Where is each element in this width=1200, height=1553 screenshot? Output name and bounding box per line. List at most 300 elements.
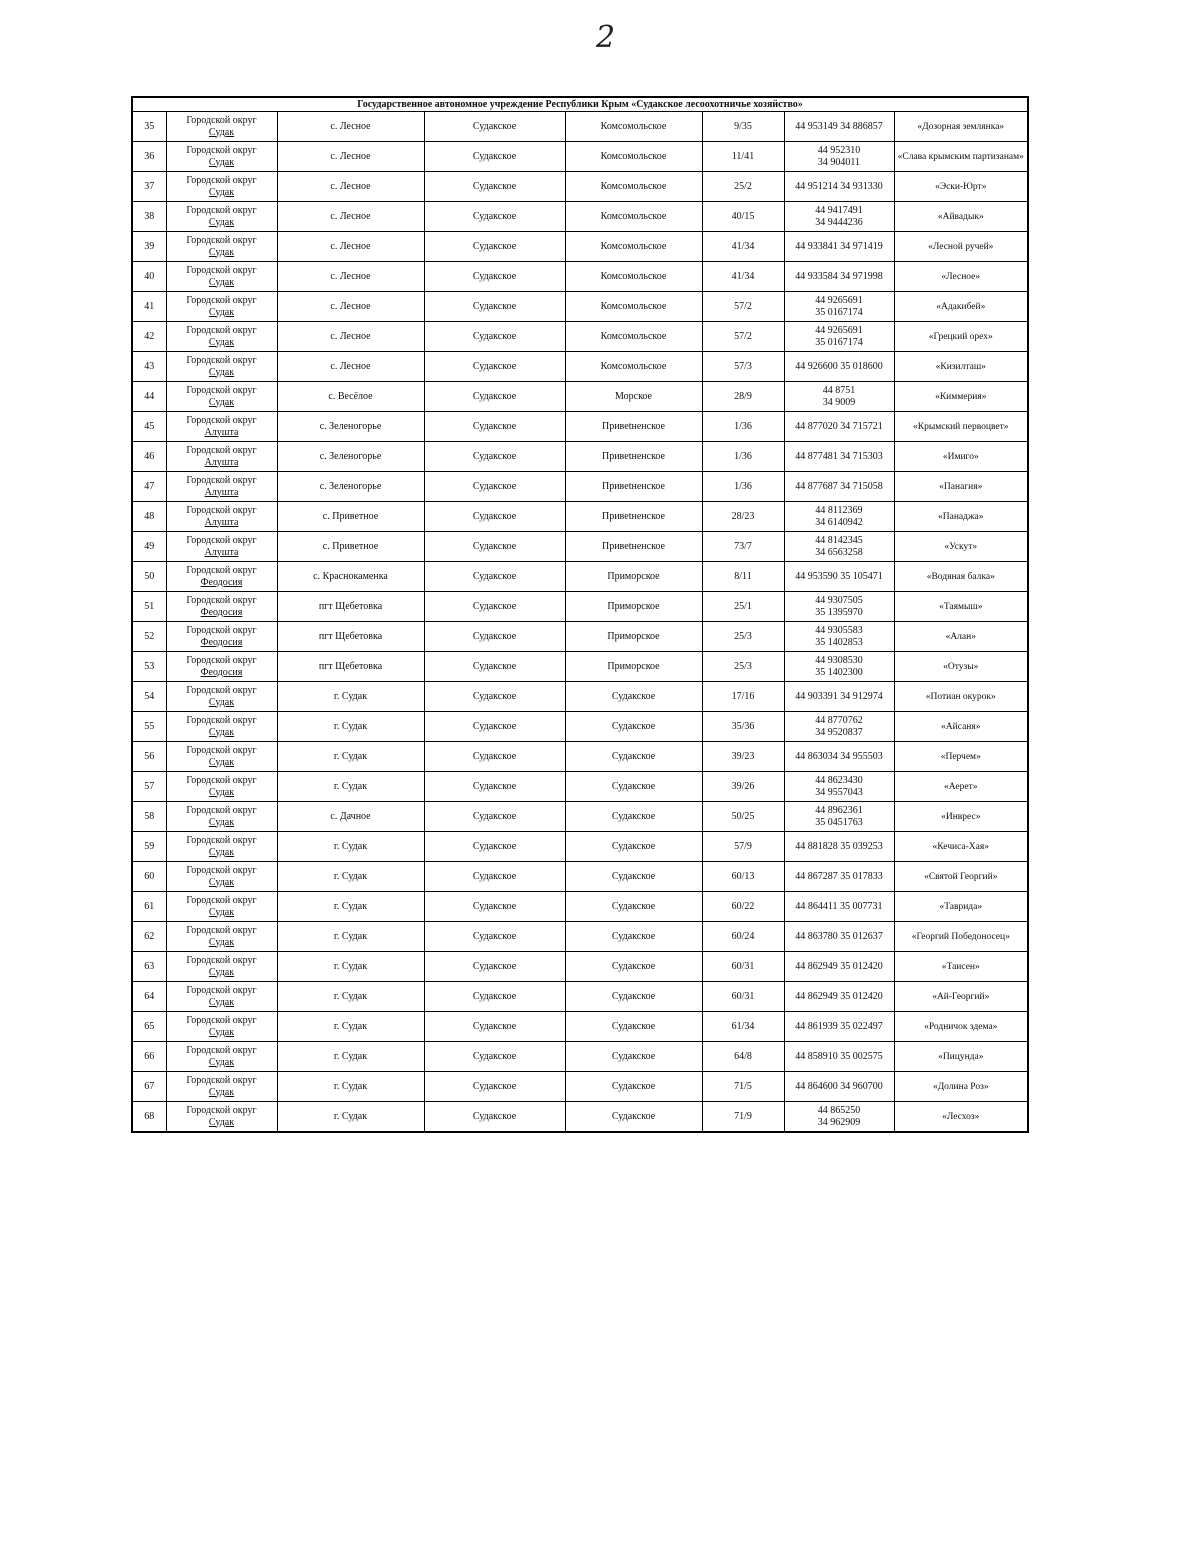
table-row bbox=[132, 622, 1028, 652]
row-settlement: г. Судак bbox=[277, 982, 424, 1012]
table-row bbox=[132, 802, 1028, 832]
row-coordinates-line: 44 861939 35 022497 bbox=[795, 1020, 883, 1032]
row-name: «Родничок здема» bbox=[894, 1012, 1028, 1042]
row-okrug-line: Городской округ bbox=[186, 204, 257, 216]
table-row bbox=[132, 772, 1028, 802]
row-settlement: г. Судак bbox=[277, 712, 424, 742]
table-title: Государственное автономное учреждение Республики Крым «Судакское лесоохотничье хозяйство» bbox=[132, 97, 1028, 112]
row-forestry: Судакское bbox=[424, 772, 565, 802]
row-settlement: с. Лесное bbox=[277, 202, 424, 232]
row-number: 64 bbox=[132, 982, 166, 1012]
row-coordinates bbox=[784, 952, 894, 982]
row-okrug-line: Городской округ bbox=[186, 954, 257, 966]
row-district: Судакское bbox=[565, 982, 702, 1012]
row-okrug-line: Городской округ bbox=[186, 564, 257, 576]
row-quarter: 64/8 bbox=[702, 1042, 784, 1072]
row-okrug bbox=[166, 1072, 277, 1102]
row-quarter: 11/41 bbox=[702, 142, 784, 172]
row-forestry: Судакское bbox=[424, 292, 565, 322]
table-row bbox=[132, 952, 1028, 982]
row-okrug bbox=[166, 202, 277, 232]
row-coordinates-line: 44 858910 35 002575 bbox=[795, 1050, 883, 1062]
row-quarter: 39/26 bbox=[702, 772, 784, 802]
row-okrug-line: Феодосия bbox=[200, 636, 243, 648]
row-okrug-line: Городской округ bbox=[186, 444, 257, 456]
row-coordinates-line: 44 8623430 bbox=[815, 774, 863, 786]
row-settlement: г. Судак bbox=[277, 1072, 424, 1102]
row-okrug-line: Городской округ bbox=[186, 924, 257, 936]
row-name: «Алан» bbox=[894, 622, 1028, 652]
row-district: Судакское bbox=[565, 952, 702, 982]
table-row bbox=[132, 712, 1028, 742]
row-okrug-line: Алушта bbox=[204, 426, 239, 438]
row-quarter: 61/34 bbox=[702, 1012, 784, 1042]
row-settlement: с. Лесное bbox=[277, 292, 424, 322]
row-name: «Таямыш» bbox=[894, 592, 1028, 622]
row-name: «Грецкий орех» bbox=[894, 322, 1028, 352]
row-quarter: 57/3 bbox=[702, 352, 784, 382]
row-coordinates bbox=[784, 382, 894, 412]
row-quarter: 57/2 bbox=[702, 322, 784, 352]
row-okrug-line: Городской округ bbox=[186, 654, 257, 666]
row-settlement: г. Судак bbox=[277, 1102, 424, 1133]
registry-table bbox=[131, 96, 1029, 1133]
row-name: «Лесное» bbox=[894, 262, 1028, 292]
row-forestry: Судакское bbox=[424, 1012, 565, 1042]
row-coordinates-line: 34 9444236 bbox=[815, 216, 863, 228]
row-okrug-line: Судак bbox=[208, 1056, 235, 1068]
row-quarter: 39/23 bbox=[702, 742, 784, 772]
row-quarter: 28/9 bbox=[702, 382, 784, 412]
row-name: «Айсаня» bbox=[894, 712, 1028, 742]
row-number: 63 bbox=[132, 952, 166, 982]
row-number: 56 bbox=[132, 742, 166, 772]
row-number: 36 bbox=[132, 142, 166, 172]
row-district: Комсомольское bbox=[565, 322, 702, 352]
row-coordinates bbox=[784, 742, 894, 772]
row-name: «Долина Роз» bbox=[894, 1072, 1028, 1102]
row-okrug bbox=[166, 862, 277, 892]
row-coordinates-line: 35 1402853 bbox=[815, 636, 863, 648]
row-number: 67 bbox=[132, 1072, 166, 1102]
row-coordinates-line: 44 8112369 bbox=[815, 504, 863, 516]
table-row bbox=[132, 262, 1028, 292]
row-coordinates-line: 34 9009 bbox=[822, 396, 856, 408]
row-number: 43 bbox=[132, 352, 166, 382]
table-row bbox=[132, 982, 1028, 1012]
row-okrug bbox=[166, 412, 277, 442]
row-coordinates bbox=[784, 352, 894, 382]
row-forestry: Судакское bbox=[424, 112, 565, 142]
row-coordinates bbox=[784, 652, 894, 682]
row-settlement: с. Зеленогорье bbox=[277, 442, 424, 472]
row-name: «Отузы» bbox=[894, 652, 1028, 682]
row-okrug-line: Судак bbox=[208, 996, 235, 1008]
row-number: 49 bbox=[132, 532, 166, 562]
table-row bbox=[132, 322, 1028, 352]
row-coordinates bbox=[784, 292, 894, 322]
row-quarter: 41/34 bbox=[702, 232, 784, 262]
table-row bbox=[132, 562, 1028, 592]
row-coordinates-line: 44 862949 35 012420 bbox=[795, 990, 883, 1002]
row-forestry: Судакское bbox=[424, 472, 565, 502]
row-coordinates-line: 44 864600 34 960700 bbox=[795, 1080, 883, 1092]
row-name: «Инврес» bbox=[894, 802, 1028, 832]
row-forestry: Судакское bbox=[424, 532, 565, 562]
row-coordinates bbox=[784, 442, 894, 472]
row-forestry: Судакское bbox=[424, 1102, 565, 1133]
row-okrug bbox=[166, 382, 277, 412]
row-forestry: Судакское bbox=[424, 832, 565, 862]
row-forestry: Судакское bbox=[424, 982, 565, 1012]
row-okrug-line: Судак bbox=[208, 786, 235, 798]
row-number: 54 bbox=[132, 682, 166, 712]
table-row bbox=[132, 652, 1028, 682]
row-okrug-line: Судак bbox=[208, 366, 235, 378]
row-quarter: 40/15 bbox=[702, 202, 784, 232]
row-settlement: г. Судак bbox=[277, 892, 424, 922]
row-district: Комсомольское bbox=[565, 112, 702, 142]
table-row bbox=[132, 202, 1028, 232]
row-forestry: Судакское bbox=[424, 892, 565, 922]
row-district: Судакское bbox=[565, 772, 702, 802]
row-coordinates bbox=[784, 562, 894, 592]
row-coordinates-line: 44 951214 34 931330 bbox=[795, 180, 883, 192]
row-coordinates-line: 44 952310 bbox=[817, 144, 861, 156]
table-row bbox=[132, 532, 1028, 562]
row-quarter: 57/2 bbox=[702, 292, 784, 322]
row-district: Привetненское bbox=[565, 412, 702, 442]
row-district: Комсомольское bbox=[565, 232, 702, 262]
row-okrug-line: Городской округ bbox=[186, 684, 257, 696]
row-coordinates bbox=[784, 142, 894, 172]
row-quarter: 1/36 bbox=[702, 412, 784, 442]
row-coordinates-line: 44 864411 35 007731 bbox=[795, 900, 883, 912]
table-row bbox=[132, 232, 1028, 262]
row-district: Привetненское bbox=[565, 502, 702, 532]
row-number: 38 bbox=[132, 202, 166, 232]
row-okrug-line: Городской округ bbox=[186, 1104, 257, 1116]
row-coordinates bbox=[784, 682, 894, 712]
row-district: Привetненское bbox=[565, 442, 702, 472]
row-quarter: 17/16 bbox=[702, 682, 784, 712]
row-okrug-line: Судак bbox=[208, 1116, 235, 1128]
row-coordinates-line: 44 877687 34 715058 bbox=[795, 480, 883, 492]
row-okrug-line: Алушта bbox=[204, 516, 239, 528]
row-district: Приморское bbox=[565, 562, 702, 592]
table-row bbox=[132, 922, 1028, 952]
row-forestry: Судакское bbox=[424, 562, 565, 592]
row-settlement: с. Весёлое bbox=[277, 382, 424, 412]
row-forestry: Судакское bbox=[424, 202, 565, 232]
row-number: 48 bbox=[132, 502, 166, 532]
row-okrug-line: Алушта bbox=[204, 486, 239, 498]
row-okrug-line: Судак bbox=[208, 246, 235, 258]
row-quarter: 57/9 bbox=[702, 832, 784, 862]
row-name: «Лесхоз» bbox=[894, 1102, 1028, 1133]
row-name: «Ай-Георгий» bbox=[894, 982, 1028, 1012]
row-coordinates-line: 44 877481 34 715303 bbox=[795, 450, 883, 462]
row-number: 42 bbox=[132, 322, 166, 352]
row-okrug-line: Судак bbox=[208, 126, 235, 138]
row-okrug-line: Городской округ bbox=[186, 234, 257, 246]
row-okrug-line: Феодосия bbox=[200, 576, 243, 588]
row-number: 53 bbox=[132, 652, 166, 682]
row-coordinates bbox=[784, 1072, 894, 1102]
row-okrug bbox=[166, 592, 277, 622]
row-forestry: Судакское bbox=[424, 622, 565, 652]
row-forestry: Судакское bbox=[424, 1072, 565, 1102]
row-coordinates-line: 44 867287 35 017833 bbox=[795, 870, 883, 882]
row-okrug bbox=[166, 1012, 277, 1042]
row-settlement: пгт Щебетовка bbox=[277, 652, 424, 682]
row-number: 66 bbox=[132, 1042, 166, 1072]
row-name: «Слава крымским партизанам» bbox=[894, 142, 1028, 172]
row-coordinates-line: 34 6140942 bbox=[815, 516, 863, 528]
row-number: 35 bbox=[132, 112, 166, 142]
row-forestry: Судакское bbox=[424, 142, 565, 172]
row-forestry: Судакское bbox=[424, 922, 565, 952]
row-name: «Потиан окурок» bbox=[894, 682, 1028, 712]
table-row bbox=[132, 742, 1028, 772]
row-number: 60 bbox=[132, 862, 166, 892]
row-coordinates bbox=[784, 712, 894, 742]
row-okrug-line: Городской округ bbox=[186, 114, 257, 126]
table-row bbox=[132, 592, 1028, 622]
row-okrug bbox=[166, 532, 277, 562]
row-settlement: г. Судак bbox=[277, 742, 424, 772]
row-name: «Айвадык» bbox=[894, 202, 1028, 232]
row-okrug bbox=[166, 682, 277, 712]
row-coordinates bbox=[784, 412, 894, 442]
row-district: Судакское bbox=[565, 802, 702, 832]
row-okrug-line: Городской округ bbox=[186, 1044, 257, 1056]
row-number: 47 bbox=[132, 472, 166, 502]
row-quarter: 35/36 bbox=[702, 712, 784, 742]
row-okrug bbox=[166, 262, 277, 292]
row-name: «Кизилташ» bbox=[894, 352, 1028, 382]
row-okrug bbox=[166, 142, 277, 172]
row-okrug bbox=[166, 892, 277, 922]
table-row bbox=[132, 472, 1028, 502]
row-district: Судакское bbox=[565, 712, 702, 742]
row-settlement: с. Приветное bbox=[277, 502, 424, 532]
row-okrug-line: Алушта bbox=[204, 456, 239, 468]
row-number: 44 bbox=[132, 382, 166, 412]
row-number: 41 bbox=[132, 292, 166, 322]
row-okrug bbox=[166, 1102, 277, 1133]
row-okrug-line: Городской округ bbox=[186, 774, 257, 786]
row-name: «Киммерия» bbox=[894, 382, 1028, 412]
row-number: 40 bbox=[132, 262, 166, 292]
row-forestry: Судакское bbox=[424, 502, 565, 532]
row-number: 68 bbox=[132, 1102, 166, 1133]
row-number: 65 bbox=[132, 1012, 166, 1042]
row-okrug bbox=[166, 352, 277, 382]
row-okrug-line: Судак bbox=[208, 816, 235, 828]
table-row bbox=[132, 1072, 1028, 1102]
row-forestry: Судакское bbox=[424, 952, 565, 982]
row-forestry: Судакское bbox=[424, 1042, 565, 1072]
row-okrug-line: Городской округ bbox=[186, 324, 257, 336]
row-coordinates-line: 44 9305583 bbox=[815, 624, 863, 636]
row-coordinates-line: 44 9307505 bbox=[815, 594, 863, 606]
table-row bbox=[132, 442, 1028, 472]
table-row bbox=[132, 142, 1028, 172]
row-coordinates bbox=[784, 232, 894, 262]
row-okrug bbox=[166, 1042, 277, 1072]
row-number: 55 bbox=[132, 712, 166, 742]
row-district: Комсомольское bbox=[565, 142, 702, 172]
row-coordinates-line: 44 865250 bbox=[817, 1104, 861, 1116]
row-coordinates bbox=[784, 982, 894, 1012]
row-okrug bbox=[166, 562, 277, 592]
row-okrug bbox=[166, 292, 277, 322]
row-forestry: Судакское bbox=[424, 172, 565, 202]
row-name: «Панагия» bbox=[894, 472, 1028, 502]
row-settlement: с. Лесное bbox=[277, 142, 424, 172]
row-okrug-line: Судак bbox=[208, 756, 235, 768]
row-district: Судакское bbox=[565, 1042, 702, 1072]
row-quarter: 71/5 bbox=[702, 1072, 784, 1102]
row-forestry: Судакское bbox=[424, 442, 565, 472]
row-okrug-line: Феодосия bbox=[200, 666, 243, 678]
row-okrug bbox=[166, 652, 277, 682]
row-okrug bbox=[166, 712, 277, 742]
row-okrug-line: Городской округ bbox=[186, 744, 257, 756]
row-settlement: с. Зеленогорье bbox=[277, 412, 424, 442]
row-coordinates bbox=[784, 502, 894, 532]
row-okrug bbox=[166, 442, 277, 472]
table-row bbox=[132, 1012, 1028, 1042]
row-settlement: с. Приветное bbox=[277, 532, 424, 562]
table-row bbox=[132, 1042, 1028, 1072]
row-coordinates-line: 44 903391 34 912974 bbox=[795, 690, 883, 702]
row-number: 58 bbox=[132, 802, 166, 832]
row-coordinates-line: 44 881828 35 039253 bbox=[795, 840, 883, 852]
row-coordinates bbox=[784, 1012, 894, 1042]
row-coordinates-line: 44 862949 35 012420 bbox=[795, 960, 883, 972]
row-number: 59 bbox=[132, 832, 166, 862]
row-coordinates bbox=[784, 112, 894, 142]
row-settlement: с. Лесное bbox=[277, 262, 424, 292]
row-quarter: 9/35 bbox=[702, 112, 784, 142]
row-settlement: г. Судак bbox=[277, 952, 424, 982]
row-forestry: Судакское bbox=[424, 382, 565, 412]
row-quarter: 41/34 bbox=[702, 262, 784, 292]
row-okrug-line: Судак bbox=[208, 336, 235, 348]
row-coordinates-line: 34 9520837 bbox=[815, 726, 863, 738]
row-okrug-line: Городской округ bbox=[186, 504, 257, 516]
row-district: Судакское bbox=[565, 682, 702, 712]
row-name: «Панаджа» bbox=[894, 502, 1028, 532]
row-coordinates-line: 34 904011 bbox=[817, 156, 861, 168]
row-okrug-line: Судак bbox=[208, 306, 235, 318]
row-district: Судакское bbox=[565, 832, 702, 862]
row-forestry: Судакское bbox=[424, 802, 565, 832]
row-number: 37 bbox=[132, 172, 166, 202]
row-forestry: Судакское bbox=[424, 862, 565, 892]
row-district: Судакское bbox=[565, 742, 702, 772]
row-okrug bbox=[166, 772, 277, 802]
row-coordinates bbox=[784, 802, 894, 832]
row-coordinates bbox=[784, 772, 894, 802]
row-okrug-line: Судак bbox=[208, 966, 235, 978]
row-forestry: Судакское bbox=[424, 742, 565, 772]
row-okrug-line: Городской округ bbox=[186, 624, 257, 636]
row-settlement: с. Лесное bbox=[277, 352, 424, 382]
row-coordinates bbox=[784, 262, 894, 292]
row-forestry: Судакское bbox=[424, 592, 565, 622]
row-name: «Крымский первоцвет» bbox=[894, 412, 1028, 442]
row-district: Приморское bbox=[565, 652, 702, 682]
row-okrug-line: Судак bbox=[208, 1086, 235, 1098]
row-settlement: г. Судак bbox=[277, 862, 424, 892]
row-coordinates-line: 44 8751 bbox=[822, 384, 856, 396]
table-row bbox=[132, 112, 1028, 142]
row-quarter: 1/36 bbox=[702, 472, 784, 502]
row-settlement: г. Судак bbox=[277, 772, 424, 802]
row-coordinates-line: 44 8770762 bbox=[815, 714, 863, 726]
row-quarter: 50/25 bbox=[702, 802, 784, 832]
row-coordinates-line: 44 926600 35 018600 bbox=[795, 360, 883, 372]
row-okrug-line: Городской округ bbox=[186, 384, 257, 396]
row-coordinates bbox=[784, 172, 894, 202]
row-okrug-line: Городской округ bbox=[186, 714, 257, 726]
row-forestry: Судакское bbox=[424, 352, 565, 382]
row-number: 62 bbox=[132, 922, 166, 952]
row-name: «Таврида» bbox=[894, 892, 1028, 922]
row-forestry: Судакское bbox=[424, 712, 565, 742]
row-forestry: Судакское bbox=[424, 652, 565, 682]
row-quarter: 71/9 bbox=[702, 1102, 784, 1133]
row-district: Судакское bbox=[565, 1072, 702, 1102]
row-name: «Дозорная землянка» bbox=[894, 112, 1028, 142]
row-coordinates bbox=[784, 1102, 894, 1133]
row-okrug-line: Городской округ bbox=[186, 474, 257, 486]
row-coordinates bbox=[784, 322, 894, 352]
row-settlement: г. Судак bbox=[277, 1042, 424, 1072]
row-settlement: с. Дачное bbox=[277, 802, 424, 832]
row-name: «Пицунда» bbox=[894, 1042, 1028, 1072]
row-quarter: 60/31 bbox=[702, 982, 784, 1012]
row-coordinates-line: 35 0167174 bbox=[815, 306, 863, 318]
row-quarter: 25/3 bbox=[702, 622, 784, 652]
row-name: «Таисен» bbox=[894, 952, 1028, 982]
row-okrug-line: Городской округ bbox=[186, 294, 257, 306]
row-okrug-line: Судак bbox=[208, 726, 235, 738]
row-coordinates-line: 44 9308530 bbox=[815, 654, 863, 666]
row-okrug-line: Городской округ bbox=[186, 534, 257, 546]
table-row bbox=[132, 172, 1028, 202]
row-district: Комсомольское bbox=[565, 292, 702, 322]
row-name: «Водяная балка» bbox=[894, 562, 1028, 592]
row-okrug-line: Городской округ bbox=[186, 1014, 257, 1026]
table-row bbox=[132, 382, 1028, 412]
row-coordinates bbox=[784, 922, 894, 952]
row-coordinates bbox=[784, 832, 894, 862]
table-row bbox=[132, 862, 1028, 892]
table-row bbox=[132, 412, 1028, 442]
row-number: 52 bbox=[132, 622, 166, 652]
row-okrug-line: Судак bbox=[208, 936, 235, 948]
row-coordinates-line: 44 9265691 bbox=[815, 294, 863, 306]
row-okrug bbox=[166, 502, 277, 532]
row-quarter: 73/7 bbox=[702, 532, 784, 562]
row-district: Привetненское bbox=[565, 532, 702, 562]
row-coordinates-line: 34 962909 bbox=[817, 1116, 861, 1128]
table-row bbox=[132, 1102, 1028, 1133]
